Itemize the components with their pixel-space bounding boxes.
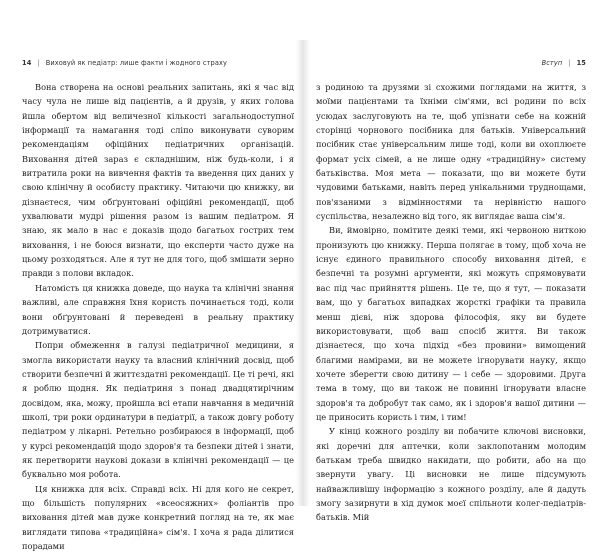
paragraph: Попри обмеження в галузі педіатричної медицини, я змогла використати науку та власний клінічний досвід, щоб створити безпечні й життєздатні рекомендації. Це ті речі, які я роблю щодня. Як педіатриня з понад двадцятирічним досвідом, яка, можу, пройшла всі етапи навчання в медичній школі, три роки ординатури в педіатрії, а також довгу роботу педіатром у лікарні. Ретельно розбираюся в інформації, щоб у курсі рекомендацій щодо здоров'я та безпеки дітей і знати, як перетворити наукові докази в клінічні рекомендації — це буквально моя робота. [22, 340, 294, 480]
header-separator: | [37, 58, 40, 67]
running-book-title: Виховуй як педіатр: лише факти і жодного страху [45, 58, 227, 67]
paragraph: Ви, ймовірно, помітите деякі теми, які червоною ниткою пронизують цю книжку. Перша полягає в тому, щоб хоча не існує єдиного правильного способу виховання дітей, є безпечні та розумні аргументи, які можуть спрямовувати вас під час прийняття рішень. Це те, що я тут, — показати вам, що у багатьох випадках жорсткі графіки та правила менш дієві, ніж здорова філософія, яку ви будете використовувати, щоб ваш спосіб життя. Ви також дізнаєтеся, що хоча підхід «без провини» вимощений благими намірами, ви не можете ігнорувати науку, якщо хочете зберегти свою дитину — і себе — здоровими. Друга тема в тому, що ви також не повинні ігнорувати власне здоров'я та добробут так само, як і здоров'я вашої дитини — це приносить користь і тим, і тим! [316, 225, 586, 422]
paragraph: Вона створена на основі реальних запитань, які я час від часу чула не лише від пацієнтів, а й друзів, у яких голова йшла обертом від величезної кількості загальнодоступної інформації та намагання тоді сліпо виконувати суворим рекомендаціям офіційних педіатричних організацій. Виховання дітей зараз є складнішим, ніж будь-коли, і я витратила роки на вивчення фактів та введення цих даних у свою клінічну й особисту практику. Читаючи цю книжку, ви дізнаєтеся, чим обґрунтовані офіційні рекомендації, щоб ухвалювати мудрі рішення разом із вашим педіатром. Я знаю, як мало в нас є доказів щодо багатьох гострих тем виховання, і не боюся визнати, що експерти часто дуже на цьому розходяться. Але я тут не для того, щоб змішати зерно правди з полови вкладок. [22, 82, 294, 279]
book-gutter-shadow [296, 40, 310, 506]
right-page-body [316, 80, 586, 525]
left-running-header [22, 58, 294, 67]
right-running-header [316, 58, 586, 67]
left-page [22, 58, 294, 551]
right-page [316, 58, 586, 523]
right-page-number: 15 [576, 58, 586, 67]
left-page-body [22, 80, 294, 553]
running-section-title: Вступ [541, 58, 563, 67]
paragraph: У кінці кожного розділу ви побачите ключові висновки, які доречні для аптечки, коли заклопотаним молодим батькам треба швидко накидати, що робити, або на що звернути увагу. Ці висновки не лише підсумують найважливішу інформацію з кожного розділу, але й дадуть змогу зазирнути в хід думок моєї спільноти колег-педіатрів-батьків. Мій [316, 426, 586, 523]
paragraph: Ця книжка для всіх. Справді всіх. Ні для кого не секрет, що більшість популярних «всеосяжних» фоліантів про виховання дітей мав дуже конкретний погляд на те, як має виглядати типова «традиційна» сім'я. І хоча я рада ділитися порадами [22, 483, 294, 551]
paragraph: Натомість ця книжка доведе, що наука та клінічні знання важливі, але справжня їхня користь починається тоді, коли вони обґрунтовані й переведені в реальну практику дотримуватися. [22, 282, 294, 336]
left-page-number: 14 [22, 58, 32, 67]
paragraph: з родиною та друзями зі схожими поглядами на життя, з моїми пацієнтами та їхніми сім'ями, всі родини по всіх усюдах заслуговують на те, щоб упізнати себе на кожній сторінці чорнового посібника для батьків. Універсальний посібник стає універсальним лише тоді, коли ви охоплюєте формат усіх сімей, а не лише одну «традиційну» систему батьківства. Моя мета — показати, що ви можете бути чудовими батьками, навіть перед унікальними труднощами, пов'язаними з відмінностями та нерівністю нашого суспільства, незалежно від того, як виглядає ваша сім'я. [316, 82, 586, 222]
header-separator: | [568, 58, 571, 67]
